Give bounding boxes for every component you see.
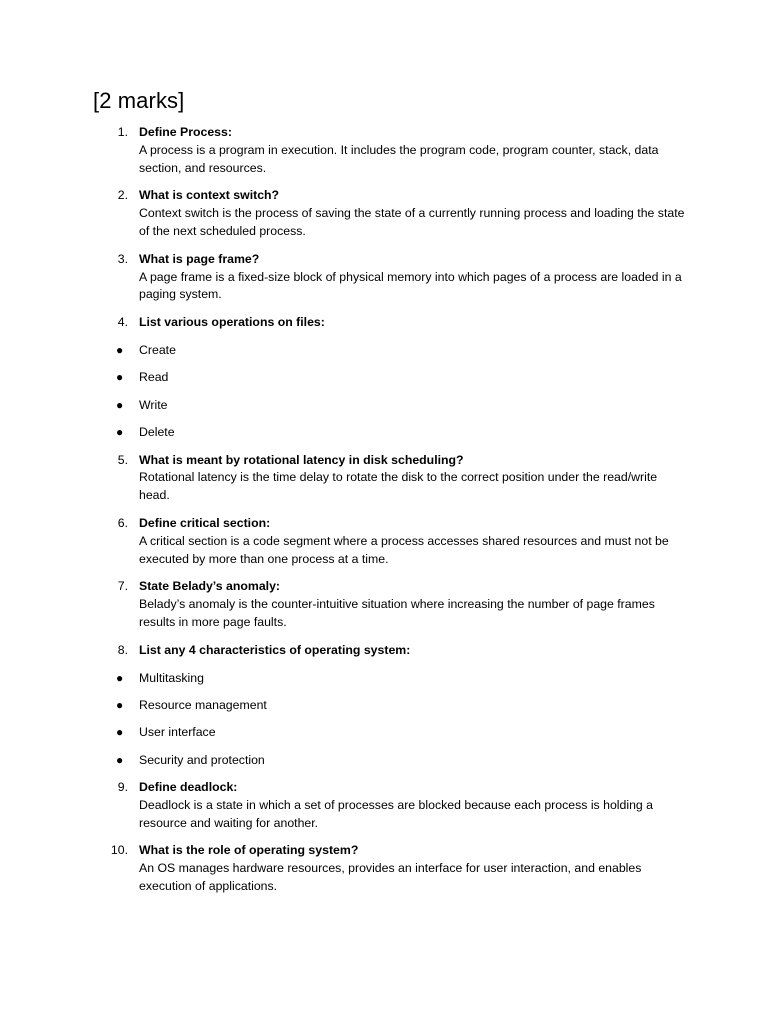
bullet-item	[0, 342, 768, 360]
question-number: 6.	[117, 515, 128, 530]
question-title: List any 4 characteristics of operating system:	[139, 642, 411, 657]
bullet-text: Create	[139, 342, 176, 357]
question-title: List various operations on files:	[139, 315, 325, 330]
bullet-text: Security and protection	[139, 752, 265, 767]
bullet-text: Multitasking	[139, 670, 204, 685]
bullet-dot-icon: ●	[116, 370, 124, 385]
bullet-dot-icon: ●	[116, 697, 124, 712]
bullet-item	[0, 369, 768, 387]
answer-text: Deadlock is a state in which a set of processes are blocked because each process is holding a resource and waiting for another.	[139, 797, 654, 830]
question-title: What is page frame?	[139, 251, 260, 266]
question-title: What is context switch?	[139, 188, 280, 203]
question-title: Define Process:	[139, 125, 232, 139]
bullet-dot-icon: ●	[116, 397, 124, 412]
question-title: Define critical section:	[139, 515, 271, 530]
bullet-text: Resource management	[139, 697, 267, 712]
bullet-item	[0, 724, 768, 742]
section-heading: [2 marks]	[93, 88, 185, 113]
question-item	[0, 314, 768, 332]
question-item	[0, 187, 768, 240]
bullet-dot-icon: ●	[116, 342, 124, 357]
bullet-item	[0, 697, 768, 715]
answer-text: A critical section is a code segment where a process accesses shared resources and must not be executed by more than one process at a time.	[139, 533, 669, 566]
question-item	[0, 842, 768, 895]
question-item	[0, 452, 768, 505]
question-title: What is the role of operating system?	[139, 843, 359, 858]
question-title: What is meant by rotational latency in disk scheduling?	[139, 452, 464, 467]
answer-text: Belady’s anomaly is the counter-intuitive situation where increasing the number of page frames results in more page faults.	[139, 597, 655, 629]
question-number: 10.	[110, 843, 128, 858]
question-item	[0, 124, 768, 177]
question-title: Define deadlock:	[139, 780, 238, 795]
question-number: 2.	[117, 188, 128, 203]
bullet-dot-icon: ●	[116, 725, 124, 740]
question-item	[0, 779, 768, 832]
bullet-dot-icon: ●	[116, 752, 124, 767]
bullet-item	[0, 752, 768, 770]
question-number: 7.	[117, 579, 128, 594]
question-number: 9.	[117, 780, 128, 795]
answer-text: A page frame is a fixed-size block of physical memory into which pages of a process are loaded in a paging system.	[139, 269, 682, 302]
question-list	[0, 124, 768, 906]
answer-text: A process is a program in execution. It includes the program code, program counter, stack, data section, and resources.	[139, 142, 659, 175]
bullet-text: Read	[139, 370, 169, 385]
bullet-dot-icon: ●	[116, 670, 124, 685]
bullet-dot-icon: ●	[116, 425, 124, 440]
bullet-text: User interface	[139, 725, 216, 740]
question-number: 1.	[117, 125, 128, 139]
question-item	[0, 642, 768, 660]
question-number: 4.	[117, 315, 128, 330]
bullet-text: Write	[139, 397, 168, 412]
question-number: 8.	[117, 642, 128, 657]
bullet-item	[0, 424, 768, 442]
question-item	[0, 578, 768, 631]
bullet-item	[0, 670, 768, 688]
question-item	[0, 251, 768, 304]
question-item	[0, 515, 768, 568]
question-number: 5.	[117, 452, 128, 467]
question-title: State Belady’s anomaly:	[139, 579, 281, 594]
answer-text: Rotational latency is the time delay to rotate the disk to the correct position under the read/write head.	[139, 470, 658, 503]
bullet-item	[0, 397, 768, 415]
answer-text: Context switch is the process of saving the state of a currently running process and loading the state of the next scheduled process.	[139, 206, 685, 238]
question-number: 3.	[117, 251, 128, 266]
bullet-text: Delete	[139, 425, 175, 440]
answer-text: An OS manages hardware resources, provides an interface for user interaction, and enables execution of applications.	[139, 861, 642, 894]
